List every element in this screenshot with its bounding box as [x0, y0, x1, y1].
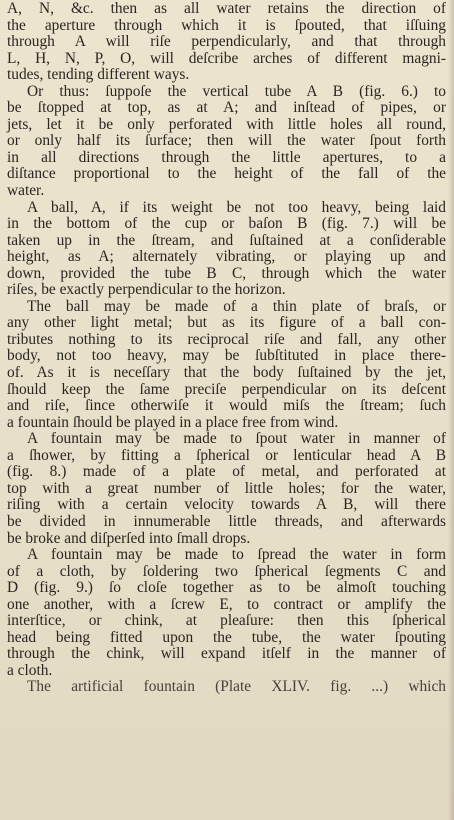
text-line: ſhould keep the ſame preciſe perpendicular on its deſcent — [7, 380, 446, 398]
text-line: head being fitted upon the tube, the water ſpouting — [7, 628, 446, 646]
text-line: the aperture through which it is ſpouted, that iſſuing — [7, 16, 446, 34]
text-line: tudes, tending different ways. — [7, 66, 190, 84]
page-edge-shadow — [448, 0, 454, 820]
text-line: of. As it is neceſſary that the body ſuſtained by the jet, — [7, 364, 446, 382]
text-line: any other light metal; but as its figure of a ball con- — [7, 314, 446, 332]
text-line: Or thus: ſuppoſe the vertical tube A B (fig. 6.) to — [27, 82, 446, 100]
text-line: a fountain ſhould be played in a place free from wind. — [7, 413, 339, 431]
text-line: The ball may be made of a thin plate of braſs, or — [27, 297, 446, 315]
text-line: jets, let it be only perforated with little holes all round, — [7, 115, 446, 133]
text-line: one another, with a ſcrew E, to contract or amplify the — [7, 595, 446, 613]
text-line: D (fig. 9.) ſo cloſe together as to be almoſt touching — [7, 579, 446, 597]
text-line: be divided in innumerable little threads, and afterwards — [7, 512, 446, 530]
text-line: riſes, be exactly perpendicular to the horizon. — [7, 281, 286, 299]
text-line: a cloth. — [7, 661, 53, 679]
text-line: and riſe, ſince otherwiſe it would miſs the ſtream; ſuch — [7, 397, 446, 415]
text-line: in the bottom of the cup or baſon B (fig. 7.) will be — [7, 215, 446, 233]
text-line: diſtance proportional to the height of the fall of the — [7, 165, 446, 183]
text-line: through the chink, will expand itſelf in the manner of — [7, 645, 446, 663]
text-line: tributes nothing to its reciprocal riſe and fall, any other — [7, 330, 446, 348]
text-line: A, N, &c. then as all water retains the direction of — [7, 0, 446, 17]
text-line: down, provided the tube B C, through which the water — [7, 264, 446, 282]
text-line: (fig. 8.) made of a plate of metal, and perforated at — [7, 463, 446, 481]
text-line: riſing with a certain velocity towards A B, will there — [7, 496, 446, 514]
text-line: body, not too heavy, may be ſubſtituted in place there- — [7, 347, 446, 365]
text-line: The artificial fountain (Plate XLIV. fig. ...) which — [27, 678, 446, 696]
text-line: interſtice, or chink, at pleaſure: then this ſpherical — [7, 612, 446, 630]
text-line: or only half its ſurface; then will the water ſpout forth — [7, 132, 446, 150]
text-line: of a cloth, by ſoldering two ſpherical ſegments C and — [7, 562, 446, 580]
text-line: through A will riſe perpendicularly, and that through — [7, 33, 446, 51]
text-line: in all directions through the little apertures, to a — [7, 148, 446, 166]
text-line: top with a great number of little holes; for the water, — [7, 479, 446, 497]
text-line: a ſhower, by fitting a ſpherical or lenticular head A B — [7, 446, 446, 464]
text-line: A fountain may be made to ſpread the water in form — [27, 546, 446, 564]
text-line: taken up in the ſtream, and ſuſtained at a conſiderable — [7, 231, 446, 249]
text-line: A ball, A, if its weight be not too heavy, being laid — [27, 198, 446, 216]
text-line: A fountain may be made to ſpout water in manner of — [27, 430, 446, 448]
text-line: water. — [7, 182, 45, 200]
text-line: be ſtopped at top, as at A; and inſtead of pipes, or — [7, 99, 446, 117]
text-line: height, as A; alternately vibrating, or playing up and — [7, 248, 446, 266]
text-line: be broke and diſperſed into ſmall drops. — [7, 529, 251, 547]
text-line: L, H, N, P, O, will deſcribe arches of different magni- — [7, 49, 446, 67]
